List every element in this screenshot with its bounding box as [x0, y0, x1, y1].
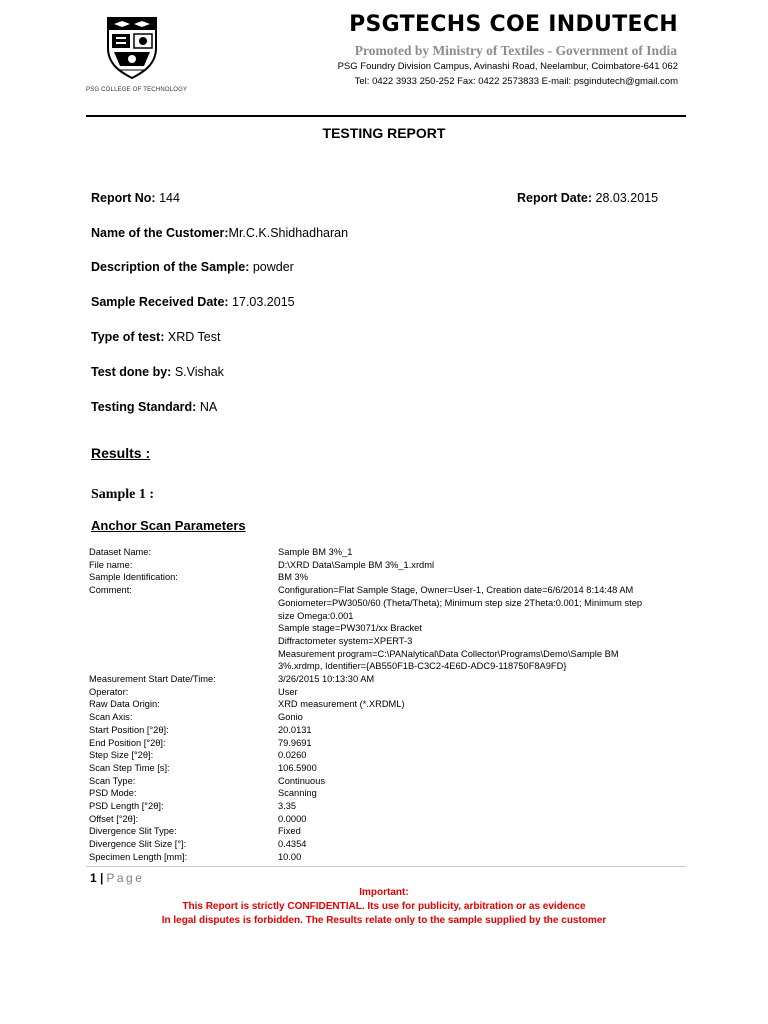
parameter-value: Goniometer=PW3050/60 (Theta/Theta); Minimum step size 2Theta:0.001; Minimum step: [278, 597, 643, 608]
parameter-row: [89, 686, 709, 699]
parameter-row: [89, 775, 709, 788]
field-label: Description of the Sample:: [91, 260, 250, 274]
parameter-name: Raw Data Origin:: [89, 699, 160, 710]
parameter-value: XRD measurement (*.XRDML): [278, 699, 405, 710]
parameter-row: [89, 749, 709, 762]
parameter-value: Measurement program=C:\PANalytical\Data Collector\Programs\Demo\Sample BM: [278, 648, 619, 659]
parameter-name: Scan Axis:: [89, 712, 133, 723]
field-value: 144: [159, 191, 180, 205]
parameter-row: [89, 787, 709, 800]
parameter-value: Fixed: [278, 826, 301, 837]
field-value: S.Vishak: [174, 365, 224, 379]
received-date-field: [91, 295, 295, 309]
parameter-value: D:\XRD Data\Sample BM 3%_1.xrdml: [278, 559, 435, 570]
parameter-row: [89, 800, 709, 813]
field-value: 28.03.2015: [595, 191, 659, 205]
parameter-row: [89, 711, 709, 724]
parameter-row: [89, 635, 709, 648]
field-label: Report Date:: [517, 191, 593, 205]
parameter-row: [89, 648, 709, 661]
parameter-row: [89, 825, 709, 838]
page-label: Page: [106, 871, 145, 885]
confidentiality-notice: [0, 886, 768, 928]
parameter-row: [89, 673, 709, 686]
logo-caption: PSG COLLEGE OF TECHNOLOGY: [86, 87, 188, 93]
parameter-name: Divergence Slit Size [°]:: [89, 839, 187, 850]
scan-parameters-table: [89, 546, 709, 864]
sample-description-field: [91, 260, 294, 274]
field-label: Report No:: [91, 191, 156, 205]
header-divider: [86, 115, 686, 117]
parameter-value: BM 3%: [278, 572, 308, 583]
parameter-value: Sample BM 3%_1: [278, 547, 353, 557]
parameter-row: [89, 660, 709, 673]
sample-heading: Sample 1 :: [91, 487, 154, 502]
important-title: Important:: [359, 887, 409, 898]
parameter-name: Start Position [°2θ]:: [89, 724, 169, 735]
parameter-row: [89, 698, 709, 711]
parameter-row: [89, 622, 709, 635]
testing-standard-field: [91, 400, 217, 414]
parameter-row: [89, 737, 709, 750]
parameter-name: Offset [°2θ]:: [89, 813, 139, 824]
customer-field: [91, 226, 348, 240]
parameter-row: [89, 597, 709, 610]
parameter-value: 106.5900: [278, 762, 317, 773]
parameter-name: Measurement Start Date/Time:: [89, 674, 216, 685]
parameter-value: 3%.xrdmp, Identifier={AB550F1B-C3C2-4E6D-ADC9-118750F8A9FD}: [278, 661, 567, 672]
notice-line: In legal disputes is forbidden. The Results relate only to the sample supplied by the customer: [161, 915, 607, 926]
results-heading: Results :: [91, 445, 151, 461]
parameter-row: [89, 838, 709, 851]
field-value: 17.03.2015: [232, 295, 295, 309]
parameter-value: Diffractometer system=XPERT-3: [278, 635, 413, 646]
parameter-name: Divergence Slit Type:: [89, 826, 177, 837]
field-value: powder: [252, 260, 294, 274]
field-label: Name of the Customer:: [91, 226, 229, 240]
parameter-name: Sample Identification:: [89, 572, 178, 583]
organization-address: PSG Foundry Division Campus, Avinashi Road, Neelambur, Coimbatore-641 062: [337, 61, 678, 72]
parameter-value: 20.0131: [278, 724, 312, 735]
parameter-name: Comment:: [89, 585, 132, 596]
parameter-name: [89, 610, 278, 623]
report-number-field: [91, 191, 180, 205]
parameter-name: [89, 635, 278, 648]
footer-divider: [86, 866, 686, 867]
parameter-name: Scan Type:: [89, 775, 136, 786]
parameter-value: 3/26/2015 10:13:30 AM: [278, 674, 375, 685]
parameter-value: 10.00: [278, 851, 302, 862]
parameter-value: Continuous: [278, 775, 326, 786]
parameter-name: PSD Mode:: [89, 788, 137, 799]
parameter-row: [89, 571, 709, 584]
field-label: Sample Received Date:: [91, 295, 229, 309]
parameter-value: 0.0000: [278, 813, 307, 824]
notice-line: This Report is strictly CONFIDENTIAL. Its use for publicity, arbitration or as evidence: [182, 901, 586, 912]
field-label: Type of test:: [91, 330, 165, 344]
parameter-row: [89, 724, 709, 737]
parameter-name: Dataset Name:: [89, 547, 152, 557]
field-value: Mr.C.K.Shidhadharan: [228, 226, 349, 240]
anchor-scan-heading: Anchor Scan Parameters: [91, 518, 246, 533]
parameter-name: [89, 622, 278, 635]
test-done-by-field: [91, 365, 224, 379]
parameter-value: Scanning: [278, 788, 317, 799]
parameter-value: 79.9691: [278, 737, 312, 748]
parameter-row: [89, 762, 709, 775]
report-date-field: [517, 191, 658, 205]
parameter-name: End Position [°2θ]:: [89, 737, 166, 748]
parameter-row: [89, 584, 709, 597]
parameter-name: Step Size [°2θ]:: [89, 750, 154, 761]
organization-contact: Tel: 0422 3933 250-252 Fax: 0422 2573833 E-mail: psgindutech@gmail.com: [354, 76, 678, 87]
field-label: Test done by:: [91, 365, 172, 379]
parameter-name: Specimen Length [mm]:: [89, 851, 188, 862]
parameter-name: Scan Step Time [s]:: [89, 762, 170, 773]
parameter-row: [89, 813, 709, 826]
parameter-name: Operator:: [89, 686, 129, 697]
parameter-value: Configuration=Flat Sample Stage, Owner=User-1, Creation date=6/6/2014 8:14:48 AM: [278, 585, 634, 596]
parameter-name: [89, 648, 278, 661]
parameter-value: User: [278, 686, 298, 697]
college-crest-logo: [104, 14, 160, 80]
field-label: Testing Standard:: [91, 400, 197, 414]
parameter-value: size Omega:0.001: [278, 610, 354, 621]
document-title: TESTING REPORT: [322, 125, 446, 141]
page-number-value: 1 |: [90, 871, 104, 885]
parameter-row: [89, 851, 709, 864]
parameter-value: Sample stage=PW3071/xx Bracket: [278, 623, 422, 634]
parameter-value: Gonio: [278, 712, 303, 723]
parameter-row: [89, 559, 709, 572]
parameter-value: 3.35: [278, 801, 297, 812]
parameter-row: [89, 546, 709, 559]
parameter-value: 0.0260: [278, 750, 307, 761]
parameter-name: [89, 597, 278, 610]
field-value: NA: [199, 400, 218, 414]
parameter-value: 0.4354: [278, 839, 307, 850]
parameter-name: PSD Length [°2θ]:: [89, 801, 164, 812]
field-value: XRD Test: [167, 330, 221, 344]
test-type-field: [91, 330, 220, 344]
promoted-by-text: Promoted by Ministry of Textiles - Government of India: [354, 43, 677, 58]
parameter-name: [89, 660, 278, 673]
organization-name: PSGTECHS COE INDUTECH: [349, 12, 678, 37]
parameter-name: File name:: [89, 559, 133, 570]
page-number: [90, 871, 144, 885]
parameter-row: [89, 610, 709, 623]
